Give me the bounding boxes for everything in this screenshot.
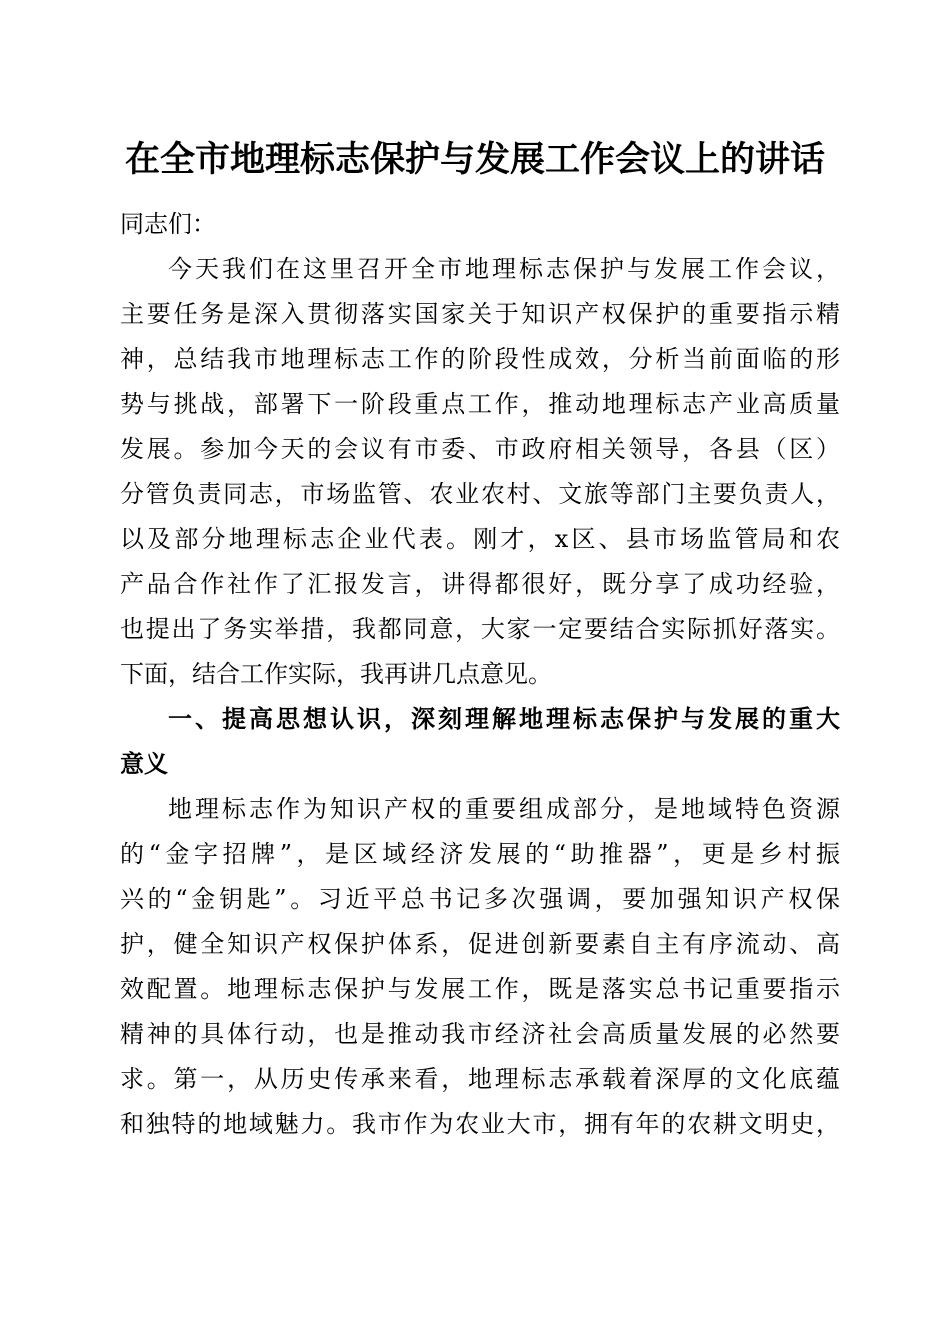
paragraph-line: 今天我们在这里召开全市地理标志保护与发展工作会议， — [168, 255, 840, 283]
paragraph-line: 主要任务是深入贯彻落实国家关于知识产权保护的重要指示精 — [120, 300, 840, 328]
paragraph-line: 精神的具体行动，也是推动我市经济社会高质量发展的必然要 — [120, 1020, 840, 1048]
paragraph-line: 分管负责同志，市场监管、农业农村、文旅等部门主要负责人， — [120, 480, 840, 508]
paragraph-line: 以及部分地理标志企业代表。刚才，x区、县市场监管局和农 — [120, 525, 840, 553]
paragraph-line: 产品合作社作了汇报发言，讲得都很好，既分享了成功经验， — [120, 570, 840, 598]
paragraph-line: 求。第一，从历史传承来看，地理标志承载着深厚的文化底蕴 — [120, 1065, 840, 1093]
paragraph-line: 效配置。地理标志保护与发展工作，既是落实总书记重要指示 — [120, 975, 840, 1003]
paragraph-line: 下面，结合工作实际，我再讲几点意见。 — [120, 660, 552, 688]
document-title: 在全市地理标志保护与发展工作会议上的讲话 — [124, 139, 825, 180]
paragraph-line: 发展。参加今天的会议有市委、市政府相关领导，各县（区） — [120, 435, 840, 463]
paragraph-line: 也提出了务实举措，我都同意，大家一定要结合实际抓好落实。 — [120, 615, 840, 643]
paragraph-line: 地理标志作为知识产权的重要组成部分，是地域特色资源 — [168, 795, 840, 823]
section-heading-line: 一、提高思想认识，深刻理解地理标志保护与发展的重大 — [168, 705, 840, 733]
paragraph-line: 兴的“金钥匙”。习近平总书记多次强调，要加强知识产权保 — [120, 885, 840, 913]
paragraph-line: 和独特的地域魅力。我市作为农业大市，拥有年的农耕文明史， — [120, 1110, 840, 1138]
paragraph-line: 势与挑战，部署下一阶段重点工作，推动地理标志产业高质量 — [120, 390, 840, 418]
paragraph-line: 神，总结我市地理标志工作的阶段性成效，分析当前面临的形 — [120, 345, 840, 373]
paragraph-line: 护，健全知识产权保护体系，促进创新要素自主有序流动、高 — [120, 930, 840, 958]
section-heading-line: 意义 — [120, 750, 168, 778]
salutation: 同志们： — [120, 210, 216, 238]
paragraph-line: 的“金字招牌”，是区域经济发展的“助推器”，更是乡村振 — [120, 840, 840, 868]
